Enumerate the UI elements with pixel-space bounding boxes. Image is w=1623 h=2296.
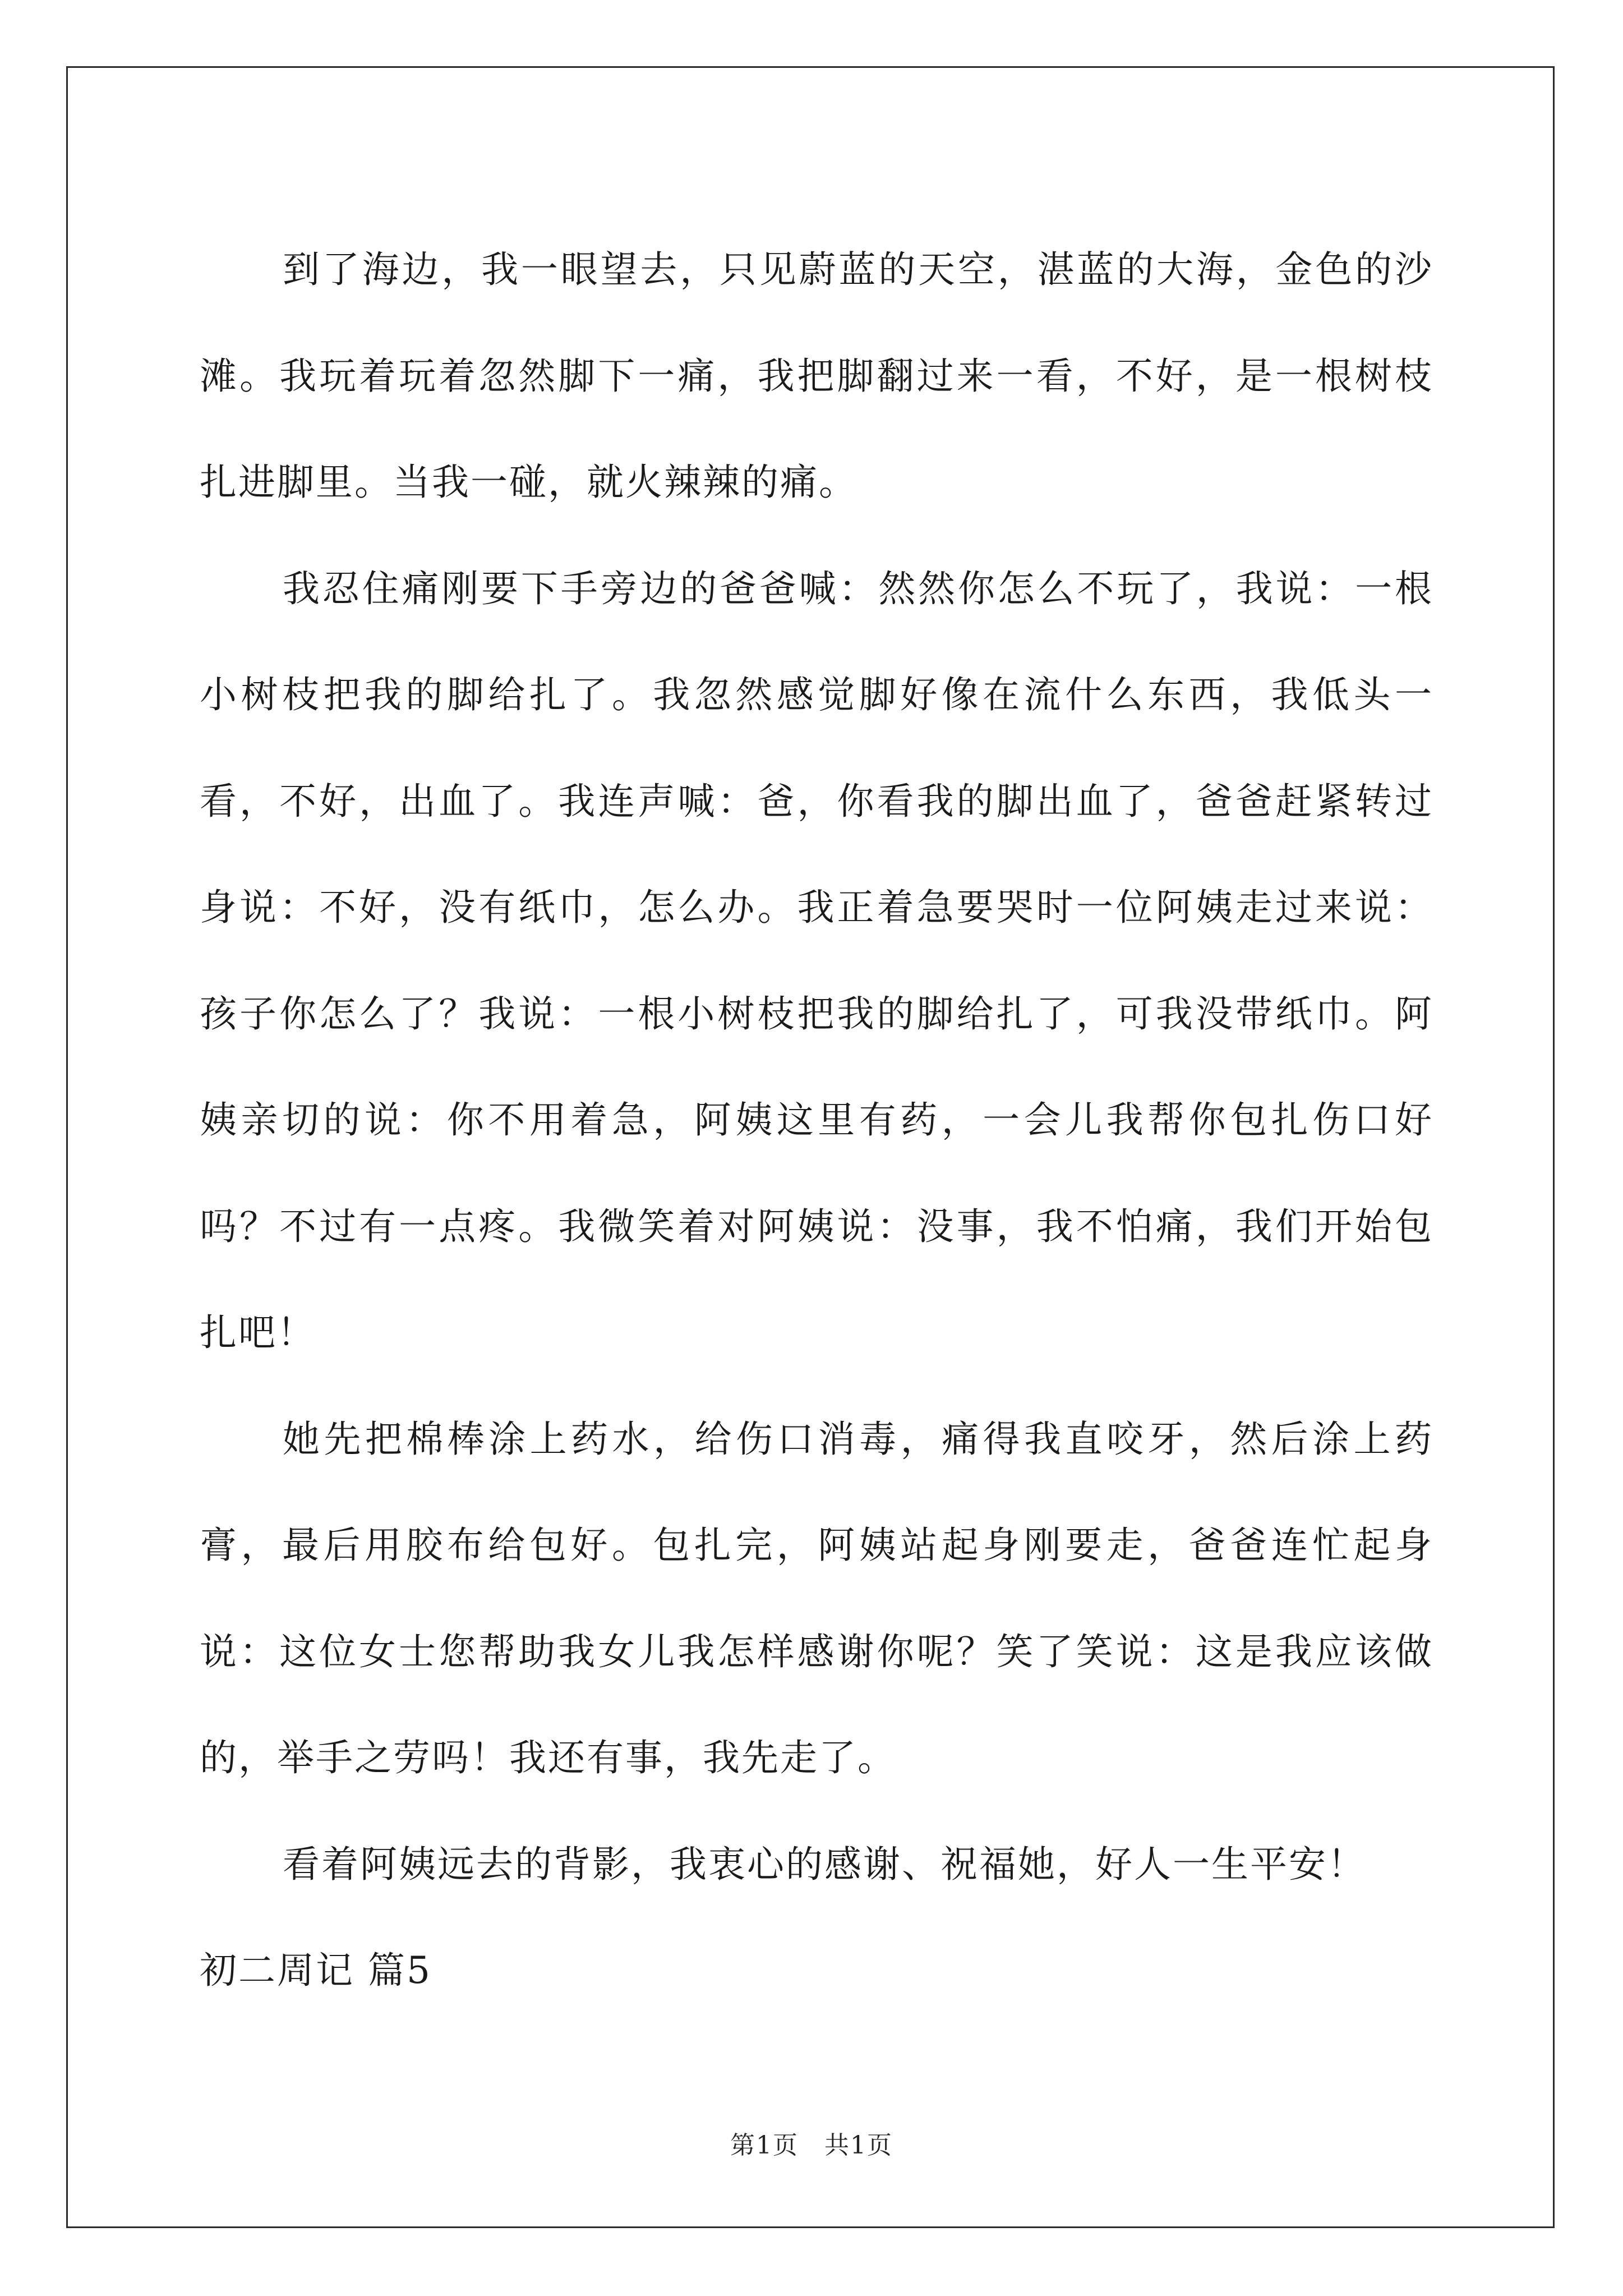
paragraph-2: 我忍住痛刚要下手旁边的爸爸喊：然然你怎么不玩了，我说：一根小树枝把我的脚给扎了。我忽然感觉脚好像在流什么东西，我低头一看，不好，出血了。我连声喊：爸，你看我的脚出血了，爸爸赶紧转过身说：不好，没有纸巾，怎么办。我正着急要哭时一位阿姨走过来说：孩子你怎么了？我说：一根小树枝把我的脚给扎了，可我没带纸巾。阿姨亲切的说：你不用着急，阿姨这里有药，一会儿我帮你包扎伤口好吗？不过有一点疼。我微笑着对阿姨说：没事，我不怕痛，我们开始包扎吧！ <box>200 567 1433 1354</box>
paragraph-3: 她先把棉棒涂上药水，给伤口消毒，痛得我直咬牙，然后涂上药膏，最后用胶布给包好。包扎完，阿姨站起身刚要走，爸爸连忙起身说：这位女士您帮助我女儿我怎样感谢你呢？笑了笑说：这是我应该做的，举手之劳吗！我还有事，我先走了。 <box>200 1417 1433 1779</box>
paragraph-4: 看着阿姨远去的背影，我衷心的感谢、祝福她，好人一生平安！ <box>283 1842 1366 1886</box>
document-body <box>200 217 1433 2024</box>
section-heading: 初二周记 篇5 <box>200 1949 432 1992</box>
page-footer: 第1页 共1页 <box>730 2131 893 2160</box>
paragraph-1: 到了海边，我一眼望去，只见蔚蓝的天空，湛蓝的大海，金色的沙滩。我玩着玩着忽然脚下一痛，我把脚翻过来一看，不好，是一根树枝扎进脚里。当我一碰，就火辣辣的痛。 <box>200 248 1433 504</box>
